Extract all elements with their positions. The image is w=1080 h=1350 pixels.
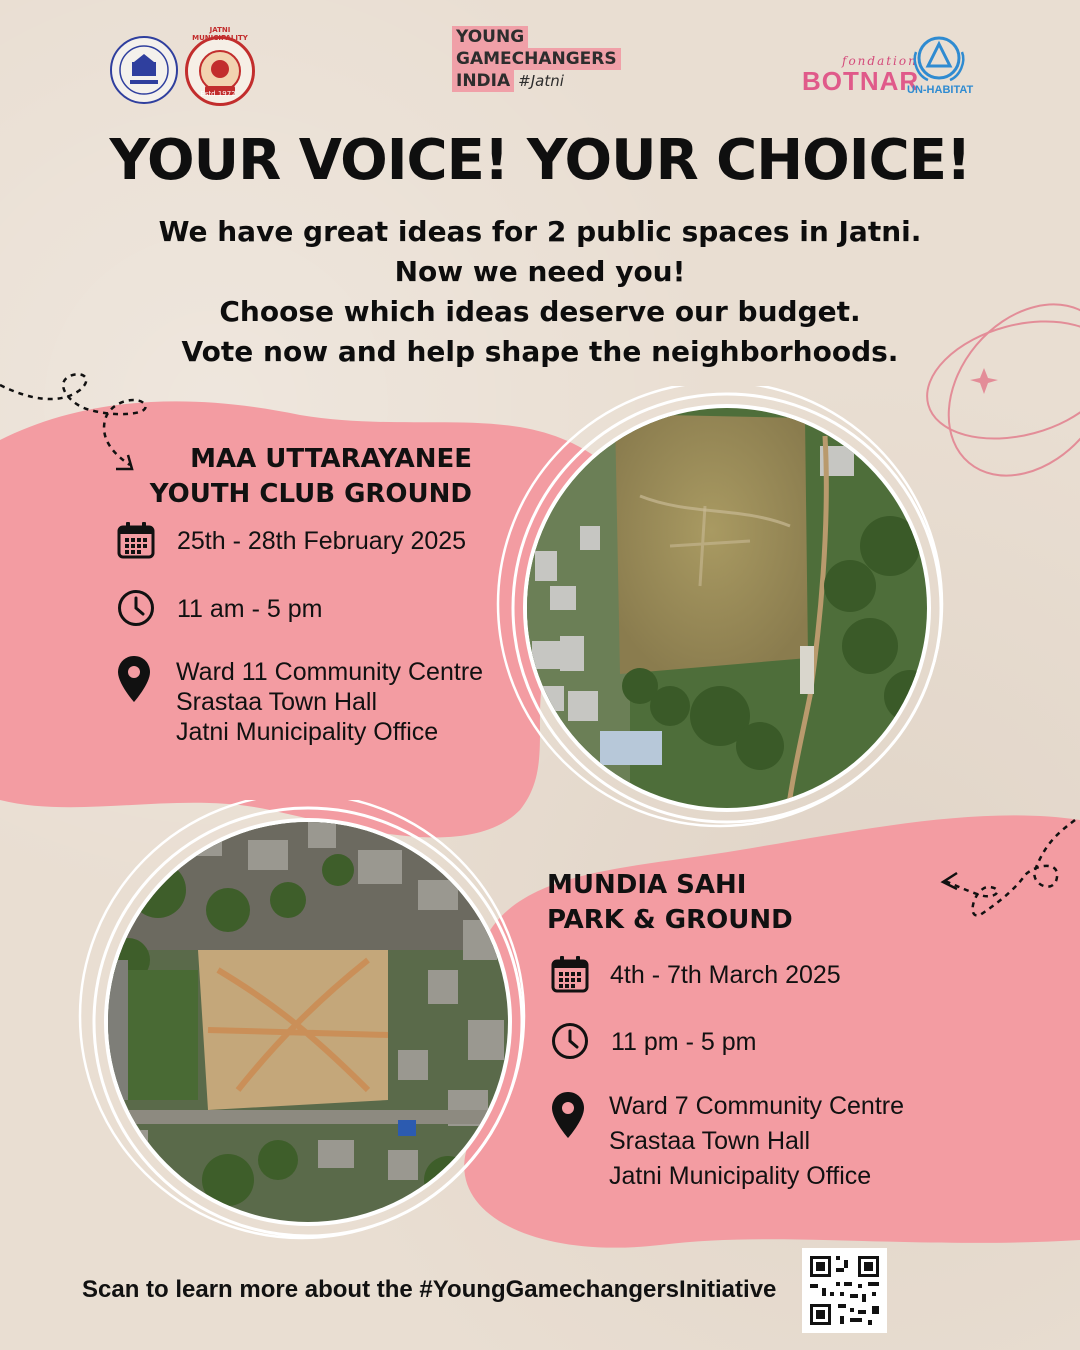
site2-date: 4th - 7th March 2025: [610, 961, 841, 989]
municipality-name-text: JATNI MUNICIPALITY: [192, 26, 248, 42]
intro-line-2: Now we need you!: [394, 255, 686, 288]
site2-aerial-photo: [68, 800, 538, 1250]
site1-location-3: Jatni Municipality Office: [176, 718, 439, 746]
site1-title-line1: MAA UTTARAYANEE: [190, 444, 472, 474]
intro-line-3: Choose which ideas deserve our budget.: [219, 295, 861, 328]
intro-line-1: We have great ideas for 2 public spaces in Jatni.: [158, 215, 922, 248]
intro-line-4: Vote now and help shape the neighborhoods.: [181, 335, 899, 368]
botnar-prefix: fondation: [842, 54, 918, 68]
site2-time: 11 pm - 5 pm: [611, 1028, 757, 1056]
site1-locations: [176, 657, 483, 747]
headline: YOUR VOICE! YOUR CHOICE!: [109, 128, 971, 193]
ygc-line1: YOUNG: [452, 26, 528, 48]
site1-location-2: Srastaa Town Hall: [176, 688, 378, 716]
site1-time: 11 am - 5 pm: [177, 595, 323, 623]
site1-title-line2: YOUTH CLUB GROUND: [149, 479, 472, 509]
ygc-line2: GAMECHANGERS: [452, 48, 621, 70]
site1-aerial-photo: [490, 386, 960, 836]
ygc-line3: INDIA: [452, 70, 514, 92]
un-habitat-emblem-icon: [910, 32, 968, 86]
un-habitat-label: UN-HABITAT: [907, 84, 974, 96]
intro-text: [0, 212, 1080, 372]
clock-icon: [550, 1021, 590, 1061]
site1-location-1: Ward 11 Community Centre: [176, 658, 484, 686]
odisha-seal-icon: [110, 36, 178, 104]
ygc-tag: #Jatni: [518, 72, 564, 90]
location-pin-icon: [116, 654, 152, 704]
site2-title: [547, 868, 793, 938]
site2-location-3: Jatni Municipality Office: [609, 1162, 872, 1190]
calendar-icon: [550, 954, 590, 994]
site2-title-line1: MUNDIA SAHI: [547, 870, 747, 900]
site1-date: 25th - 28th February 2025: [177, 527, 467, 555]
qr-code-icon[interactable]: [802, 1248, 887, 1333]
scan-cta-text: Scan to learn more about the #YoungGamechangersInitiative: [82, 1276, 777, 1303]
dashed-arrow-doodle-left: [0, 365, 160, 485]
botnar-logo: BOTNAR: [802, 66, 920, 96]
calendar-icon: [116, 520, 156, 560]
site2-title-line2: PARK & GROUND: [547, 905, 793, 935]
clock-icon: [116, 588, 156, 628]
site2-locations: [609, 1089, 904, 1194]
site2-location-2: Srastaa Town Hall: [609, 1127, 811, 1155]
location-pin-icon: [550, 1090, 586, 1140]
young-gamechangers-logo: [452, 26, 632, 92]
site1-title: [140, 442, 472, 512]
site2-location-1: Ward 7 Community Centre: [609, 1092, 904, 1120]
municipality-estd-text: Estd 1972: [200, 90, 236, 98]
